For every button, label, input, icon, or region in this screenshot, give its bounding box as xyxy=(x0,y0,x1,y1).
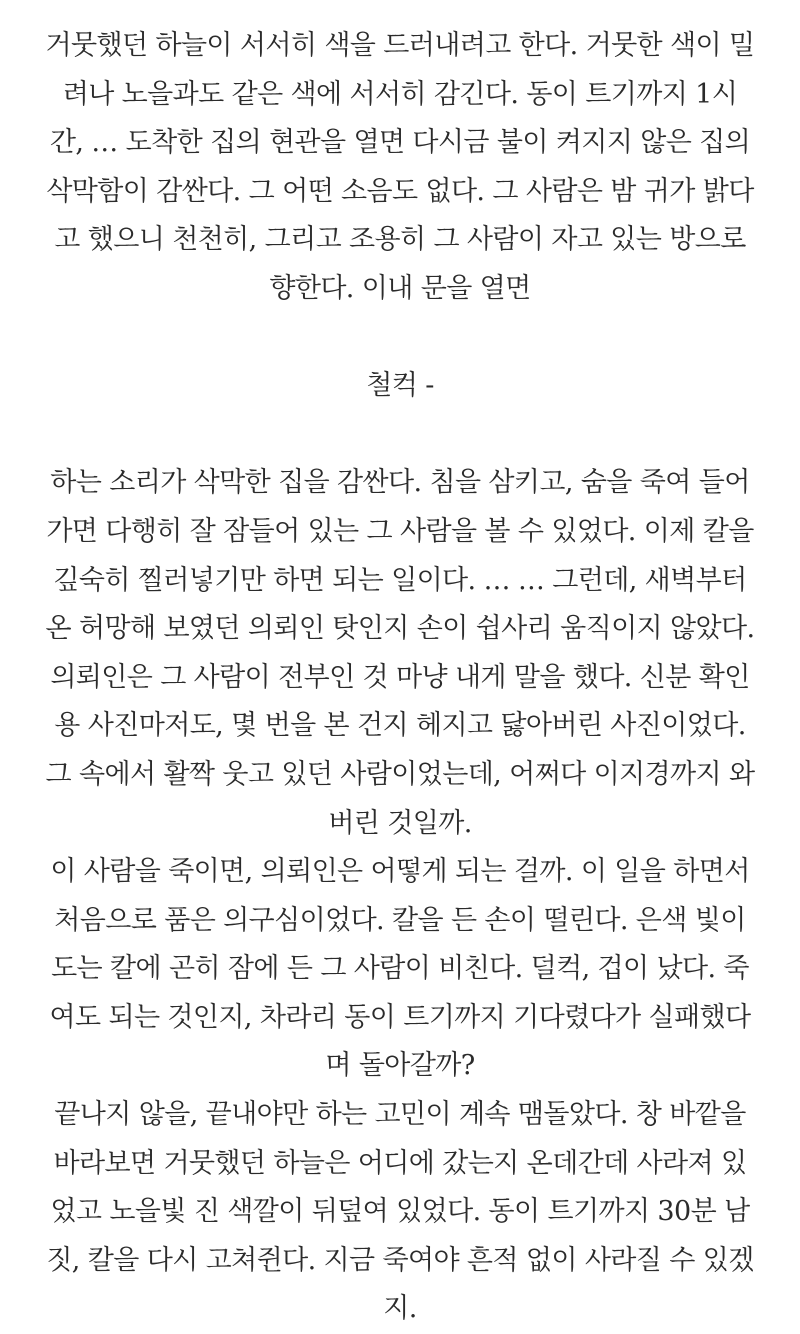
text-line: 이 사람을 죽이면, 의뢰인은 어떻게 되는 걸까. 이 일을 하면서 xyxy=(50,856,750,888)
text-line: 끝나지 않을, 끝내야만 하는 고민이 계속 맴돌았다. 창 바깥을 xyxy=(54,1099,746,1131)
text-line: 도는 칼에 곤히 잠에 든 그 사람이 비친다. 덜컥, 겁이 났다. 죽 xyxy=(51,953,749,985)
story-text xyxy=(26,22,774,1334)
text-line: 고 했으니 천천히, 그리고 조용히 그 사람이 자고 있는 방으로 xyxy=(54,224,746,256)
text-line: 바라보면 거뭇했던 하늘은 어디에 갔는지 온데간데 사라져 있 xyxy=(53,1147,747,1179)
text-line: 의뢰인은 그 사람이 전부인 것 마냥 내게 말을 했다. 신분 확인 xyxy=(50,661,750,693)
text-line: 향한다. 이내 문을 열면 xyxy=(269,272,531,304)
text-line: 짓, 칼을 다시 고쳐쥔다. 지금 죽여야 흔적 없이 사라질 수 있겠 xyxy=(46,1244,754,1276)
text-line: 하는 소리가 삭막한 집을 감싼다. 침을 삼키고, 숨을 죽여 들어 xyxy=(50,467,750,499)
text-line: 가면 다행히 잘 잠들어 있는 그 사람을 볼 수 있었다. 이제 칼을 xyxy=(46,515,754,547)
text-line: 깊숙히 찔러넣기만 하면 되는 일이다. … … 그런데, 새벽부터 xyxy=(53,564,747,596)
text-line: 었고 노을빛 진 색깔이 뒤덮여 있었다. 동이 트기까지 30분 남 xyxy=(50,1196,750,1228)
sound-effect-line: 철컥 - xyxy=(366,370,434,402)
text-line: 려나 노을과도 같은 색에 서서히 감긴다. 동이 트기까지 1시 xyxy=(62,78,738,110)
text-line: 처음으로 품은 의구심이었다. 칼을 든 손이 떨린다. 은색 빛이 xyxy=(54,904,746,936)
blank-line xyxy=(26,411,774,460)
text-line: 버린 것일까. xyxy=(328,807,472,839)
text-line: 용 사진마저도, 몇 번을 본 건지 헤지고 닳아버린 사진이었다. xyxy=(54,710,746,742)
text-line: 지. xyxy=(383,1293,417,1325)
text-line: 거뭇했던 하늘이 서서히 색을 드러내려고 한다. 거뭇한 색이 밀 xyxy=(45,30,755,61)
blank-line xyxy=(26,314,774,363)
text-line: 온 허망해 보였던 의뢰인 탓인지 손이 쉽사리 움직이지 않았다. xyxy=(45,613,755,645)
text-line: 삭막함이 감싼다. 그 어떤 소음도 없다. 그 사람은 밤 귀가 밝다 xyxy=(46,175,754,207)
text-line: 며 돌아갈까? xyxy=(325,1050,475,1082)
text-line: 그 속에서 활짝 웃고 있던 사람이었는데, 어쩌다 이지경까지 와 xyxy=(45,758,755,790)
text-line: 간, … 도착한 집의 현관을 열면 다시금 불이 켜지지 않은 집의 xyxy=(49,127,751,159)
text-line: 여도 되는 것인지, 차라리 동이 트기까지 기다렸다가 실패했다 xyxy=(49,1001,751,1033)
